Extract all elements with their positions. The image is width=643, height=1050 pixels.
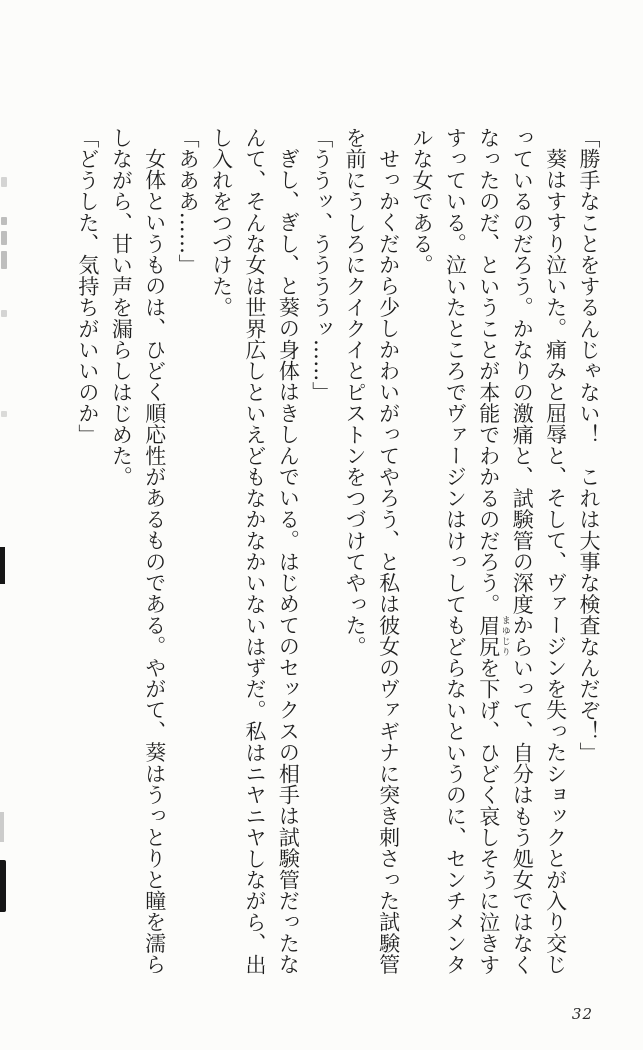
dialogue-paragraph: 「勝手なことをするんじゃない！ これは大事な検査なんだぞ！」 [577,127,601,763]
scan-artifact-smudge [0,812,4,842]
scan-artifact-bar [0,860,6,912]
dialogue-paragraph: 「ううッ、ううううッ……」 [309,127,334,403]
narrative-paragraph: 葵はすすり泣いた。痛みと屈辱と、そして、ヴァージンを失ったショックとが入り交じっているのだろう。かなりの激痛と、試験管の深度からいって、自分はもう処女ではなくなったのだ、ということが本能でわかるのだろう。眉尻 まゆじりを下げ、ひどく哀しそうに泣きすすっている。泣いたところでヴァージンはけっしてもどらないというのに、センチメンタルな女である。 [409,127,568,976]
narrative-paragraph: せっかくだから少しかわいがってやろう、と私は彼女のヴァギナに突き刺さった試験管を前にうしろにクイクイとピストンをつづけてやった。 [343,127,401,975]
narrative-paragraph: 女体というものは、ひどく順応性があるものである。やがて、葵はうっとりと瞳を濡らしながら、甘い声を漏らしはじめた。 [109,127,167,975]
dialogue-paragraph: 「あああ……」 [176,127,201,276]
scan-artifact-bar [0,547,5,584]
scan-artifact-edge-text [1,175,9,425]
narrative-paragraph: ぎし、ぎし、と葵の身体はきしんでいる。はじめてのセックスの相手は試験管だったなんて、そんな女は世界広しといえどもなかなかいないはずだ。私はニヤニヤしながら、出し入れをつづけた。 [209,127,301,975]
page-number: 32 [571,1005,593,1023]
dialogue-paragraph: 「どうした、気持ちがいいのか」 [75,127,100,445]
vertical-text-block [65,127,605,979]
ruby-annotated-word: 眉尻 まゆじり [476,614,510,658]
